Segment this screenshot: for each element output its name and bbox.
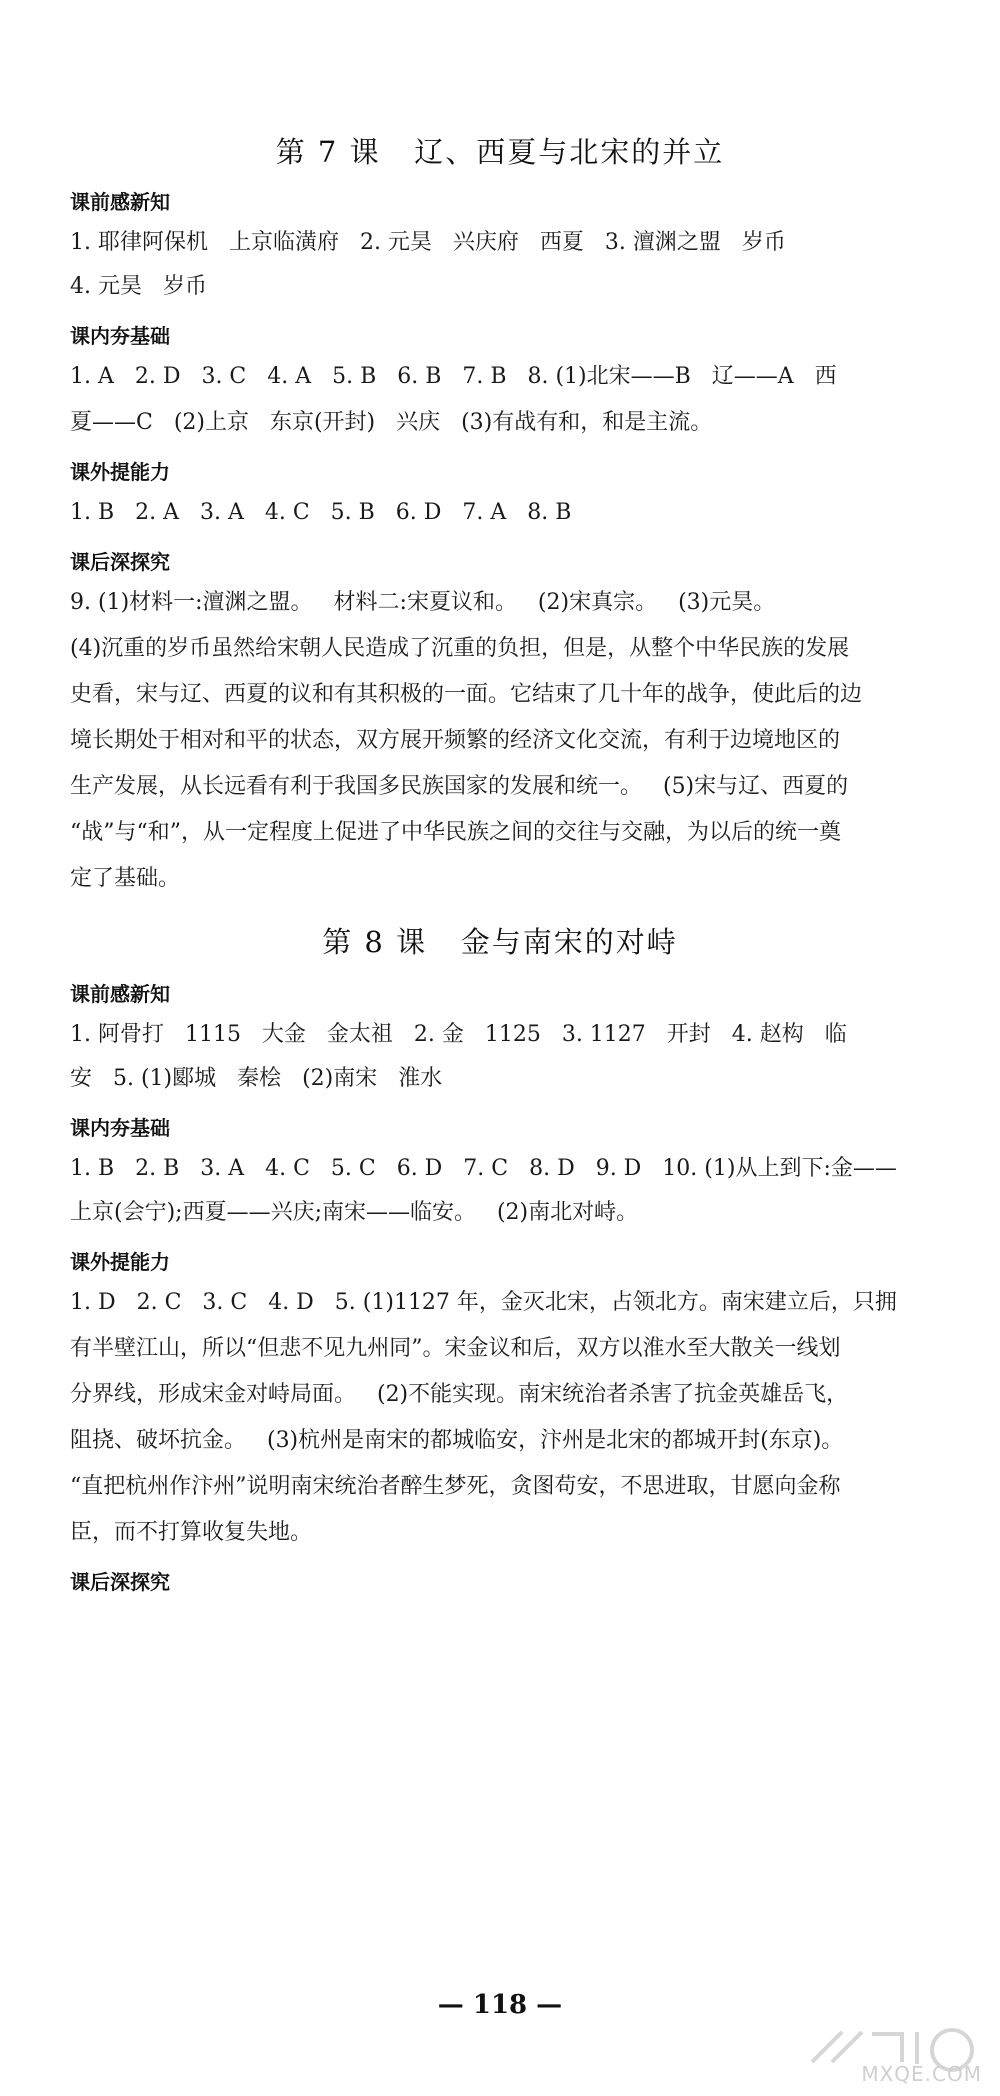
answer-line: 1. B 2. B 3. A 4. C 5. C 6. D 7. C 8. D 9. D 10. (1)从上到下:金—— [70,1156,897,1181]
watermark-text: MXQE.COM [861,2062,982,2086]
lesson-8-title: 第 8 课 金与南宋的对峙 [322,925,678,959]
answer-line: 史看，宋与辽、西夏的议和有其积极的一面。它结束了几十年的战争，使此后的边 [70,682,863,707]
section-heading-in-class: 课内夯基础 [70,324,170,348]
answer-line: “战”与“和”，从一定程度上促进了中华民族之间的交往与交融，为以后的统一奠 [70,820,841,845]
section-heading-explore: 课后深探究 [70,1570,170,1594]
answer-line: 4. 元昊 岁币 [70,274,207,299]
lesson-7-title: 第 7 课 辽、西夏与北宋的并立 [275,135,725,169]
answer-line: 夏——C (2)上京 东京(开封) 兴庆 (3)有战有和，和是主流。 [70,410,713,435]
answer-line: 分界线，形成宋金对峙局面。 (2)不能实现。南宋统治者杀害了抗金英雄岳飞， [70,1382,849,1407]
section-heading-after-class: 课外提能力 [70,1250,170,1274]
section-heading-pre-class: 课前感新知 [70,190,170,214]
answer-line: 臣，而不打算收复失地。 [70,1520,313,1545]
answer-line: 定了基础。 [70,866,181,891]
answer-line: 1. A 2. D 3. C 4. A 5. B 6. B 7. B 8. (1)北宋——B 辽——A 西 [70,364,837,389]
answer-line: 上京(会宁);西夏——兴庆;南宋——临安。 (2)南北对峙。 [70,1200,639,1225]
answer-line: (4)沉重的岁币虽然给宋朝人民造成了沉重的负担，但是，从整个中华民族的发展 [70,636,850,661]
answer-line: 1. B 2. A 3. A 4. C 5. B 6. D 7. A 8. B [70,500,572,525]
answer-line: 有半壁江山，所以“但悲不见九州同”。宋金议和后，双方以淮水至大散关一线划 [70,1336,841,1361]
answer-line: 境长期处于相对和平的状态，双方展开频繁的经济文化交流，有利于边境地区的 [70,728,841,753]
answer-line: 生产发展，从长远看有利于我国多民族国家的发展和统一。 (5)宋与辽、西夏的 [70,774,849,799]
answer-line: 1. 耶律阿保机 上京临潢府 2. 元昊 兴庆府 西夏 3. 澶渊之盟 岁币 [70,230,786,255]
answer-line: 安 5. (1)郾城 秦桧 (2)南宋 淮水 [70,1066,443,1091]
answer-line: 9. (1)材料一:澶渊之盟。 材料二:宋夏议和。 (2)宋真宗。 (3)元昊。 [70,590,776,615]
answer-line: “直把杭州作汴州”说明南宋统治者醉生梦死，贪图苟安，不思进取，甘愿向金称 [70,1474,841,1499]
answer-line: 1. D 2. C 3. C 4. D 5. (1)1127 年，金灭北宋，占领北方。南宋建立后，只拥 [70,1290,897,1315]
section-heading-in-class: 课内夯基础 [70,1116,170,1140]
answer-line: 1. 阿骨打 1115 大金 金太祖 2. 金 1125 3. 1127 开封 4. 赵构 临 [70,1022,847,1047]
section-heading-after-class: 课外提能力 [70,460,170,484]
section-heading-pre-class: 课前感新知 [70,982,170,1006]
answer-line: 阻挠、破坏抗金。 (3)杭州是南宋的都城临安，汴州是北宋的都城开封(东京)。 [70,1428,844,1453]
section-heading-explore: 课后深探究 [70,550,170,574]
page-number: — 118 — [437,1990,563,2020]
